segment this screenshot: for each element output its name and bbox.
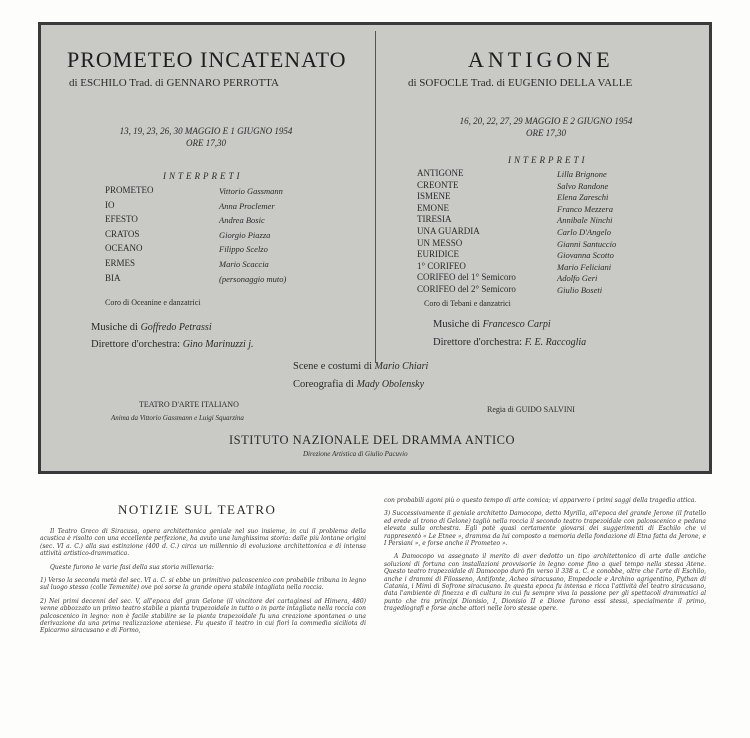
- article-paragraph: 2) Nei primi decenni del sec. V, all'epoca del gran Gelone (il vincitore dei cartaginesi ad Himera, 480) venne abbozzato un primo teatro stabile a pianta trapezoidale in tutto o in parte intagliata nella roccia con palcoscenico in legno: non è facile stabilire se la pianta trapezoidale fu una creazione spontanea o una derivazione da una prima realizzazione ateniese. Fu questo il teatro in cui fiorì la commedia siciliota di Epicarmo siracusano e di Formo,: [40, 597, 366, 635]
- cast-role: TIRESIA: [417, 214, 452, 225]
- cast-actor: Anna Proclemer: [219, 200, 275, 211]
- scene-costumi: [293, 361, 428, 372]
- right-regia: Regia di GUIDO SALVINI: [487, 405, 575, 414]
- cast-role: EURIDICE: [417, 249, 459, 260]
- left-subtitle: di ESCHILO Trad. di GENNARO PERROTTA: [69, 77, 279, 89]
- cast-role: ISMENE: [417, 191, 451, 202]
- left-direttore-label: Direttore d'orchestra:: [91, 339, 181, 350]
- cast-actor: Mario Scaccia: [219, 259, 269, 269]
- article-paragraph: Il Teatro Greco di Siracusa, opera architettonica geniale nel suo insieme, in cui il problema della acustica è risolto con una eccellente perfezione, ha avuto una lunghissima storia: dalle più lontane origini (sec. VI a. C.) alla sua estinzione (400 d. C.) circa un millennio di evoluzione architettonica e di intensa attività artistico-drammatica.: [40, 528, 366, 558]
- cast-actor: Annibale Ninchi: [557, 215, 613, 226]
- article-paragraph: A Damocopo va assegnato il merito di aver dedotto un tipo architettonico di arte dalle antiche soluzioni di fortuna con installazioni provvisorie in legno come fino a quel tempo nella stessa Atene. Questo teatro trapezoidale di Damocopo durò fin verso il 338 a. C. e conobbe, oltre che l'arte di Eschilo, anche i drammi di Filosseno, Antifonte, Acheo siracusano, Empedocle e Archino agrigentino, Pythan di Catania, i Mimi di Sofrone siracusano. In questa epoca fu intensa e ricca l'attività del teatro siracusano, data l'ambiente di finezza e di cultura in cui fu sempre viva la passione per gli spettacoli drammatici al punto che tra principi Dionisio, I, Dionisio II e Dione furono essi stessi, specialmente il primo, tragediografi e forse anche attori nelle loro stesse opere.: [384, 553, 706, 613]
- left-direttore: [91, 339, 254, 350]
- left-musiche-label: Musiche di: [91, 322, 138, 333]
- article-title: NOTIZIE SUL TEATRO: [118, 502, 277, 517]
- left-title: PROMETEO INCATENATO: [67, 47, 347, 72]
- right-subtitle: di SOFOCLE Trad. di EUGENIO DELLA VALLE: [408, 77, 633, 89]
- cast-role: CORIFEO del 2° Semicoro: [417, 284, 516, 294]
- article-paragraph: 3) Successivamente il geniale architetto Damocopo, detto Myrilla, all'epoca del grande Jerone (il fratello ed erede al trono di Gelone) tagliò nella roccia il secondo teatro trapezoidale con palcoscenico e pedana elevata sulla orchestra. Egli potè quasi certamente giovarsi dei suggerimenti di Eschilo che vi rappresentò « Le Etnee », dramma da lui composto a memoria della fondazione di Etna fatta da Jerone, e I Persiani », e forse anche il Prometeo ».: [384, 510, 706, 548]
- right-musiche: [433, 319, 551, 330]
- right-dates: [421, 115, 671, 139]
- column-divider: [375, 31, 376, 363]
- cast-actor: Giorgio Piazza: [219, 229, 271, 240]
- left-direttore-name: Gino Marinuzzi j.: [182, 339, 254, 350]
- cast-role: UNA GUARDIA: [417, 226, 480, 236]
- cast-role: ANTIGONE: [417, 168, 464, 178]
- cast-actor: Adolfo Geri: [557, 273, 598, 284]
- cast-role: CREONTE: [417, 179, 459, 190]
- article-paragraph: 1) Verso la seconda metà del sec. VI a. C. si ebbe un primitivo palcoscenico con probabile tribuna in legno sul luogo stesso (colle Temenite) ove poi sorse la grande opera stabile intagliata nella roccia.: [40, 577, 366, 592]
- cast-actor: Giovanna Scotto: [557, 250, 614, 261]
- cast-actor: Franco Mezzera: [557, 203, 613, 214]
- left-teatro: TEATRO D'ARTE ITALIANO: [139, 400, 239, 409]
- right-direttore: [433, 337, 586, 348]
- istituto-title: ISTITUTO NAZIONALE DEL DRAMMA ANTICO: [229, 433, 516, 447]
- cast-actor: Filippo Scelzo: [219, 244, 268, 255]
- left-musiche: [91, 322, 212, 333]
- right-direttore-label: Direttore d'orchestra:: [433, 337, 523, 348]
- cast-role: ERMES: [105, 258, 136, 268]
- cast-actor: Giulio Boseti: [557, 285, 603, 295]
- cast-actor: Andrea Bosic: [219, 215, 265, 226]
- right-musiche-name: Francesco Carpi: [482, 319, 551, 330]
- article-column-2: [384, 497, 706, 619]
- coreo-name: Mady Obolensky: [356, 379, 425, 390]
- cast-role: PROMETEO: [105, 185, 154, 195]
- cast-role: UN MESSO: [417, 237, 463, 248]
- cast-role: BIA: [105, 272, 121, 283]
- article-column-1: [40, 528, 366, 641]
- cast-role: EMONE: [417, 202, 449, 213]
- right-musiche-label: Musiche di: [433, 319, 480, 330]
- scene-label: Scene e costumi di: [293, 361, 373, 372]
- cast-actor: Salvo Randone: [557, 180, 609, 191]
- cast-actor: Lilla Brignone: [557, 169, 607, 179]
- right-direttore-name: F. E. Raccoglia: [524, 337, 587, 348]
- left-interpreti-label: INTERPRETI: [163, 171, 243, 181]
- cast-actor: Carlo D'Angelo: [557, 227, 611, 237]
- left-dates-line-2: ORE 17,30: [186, 138, 226, 148]
- cast-role: IO: [105, 199, 115, 210]
- cast-role: OCEANO: [105, 243, 143, 254]
- left-teatro-sub: Anima da Vittorio Gassmann e Luigi Squarzina: [111, 414, 244, 422]
- right-title: ANTIGONE: [468, 47, 614, 72]
- coreo-label: Coreografia di: [293, 379, 354, 390]
- cast-role: CRATOS: [105, 228, 140, 239]
- cast-role: 1° CORIFEO: [417, 260, 466, 271]
- coreografia: [293, 379, 424, 390]
- right-dates-line-1: 16, 20, 22, 27, 29 MAGGIO E 2 GIUGNO 1954: [459, 116, 633, 126]
- left-dates-line-1: 13, 19, 23, 26, 30 MAGGIO E 1 GIUGNO 1954: [119, 126, 293, 136]
- right-coro: Coro di Tebani e danzatrici: [424, 299, 511, 308]
- cast-actor: (personaggio muto): [219, 273, 287, 284]
- article-paragraph: con probabili agoni più o questo tempo di arte comica; vi apparvero i primi saggi della tragedia attica.: [384, 497, 697, 504]
- cast-actor: Vittorio Gassmann: [219, 186, 283, 196]
- cast-role: EFESTO: [105, 214, 138, 225]
- cast-actor: Gianni Santuccio: [557, 238, 617, 249]
- left-coro: Coro di Oceanine e danzatrici: [105, 298, 201, 307]
- left-dates: [81, 125, 331, 149]
- istituto-sub: Direzione Artistica di Giulio Pacuvio: [303, 450, 408, 458]
- program-poster: [38, 22, 712, 474]
- cast-role: CORIFEO del 1° Semicoro: [417, 272, 516, 283]
- cast-actor: Elena Zareschi: [557, 192, 609, 203]
- scene-name: Mario Chiari: [374, 361, 429, 372]
- right-interpreti-label: INTERPRETI: [508, 155, 588, 165]
- right-dates-line-2: ORE 17,30: [526, 128, 566, 138]
- article-paragraph: Queste furono le varie fasi della sua storia millenaria:: [50, 563, 214, 571]
- cast-actor: Mario Feliciani: [557, 261, 612, 272]
- left-musiche-name: Goffredo Petrassi: [140, 322, 212, 333]
